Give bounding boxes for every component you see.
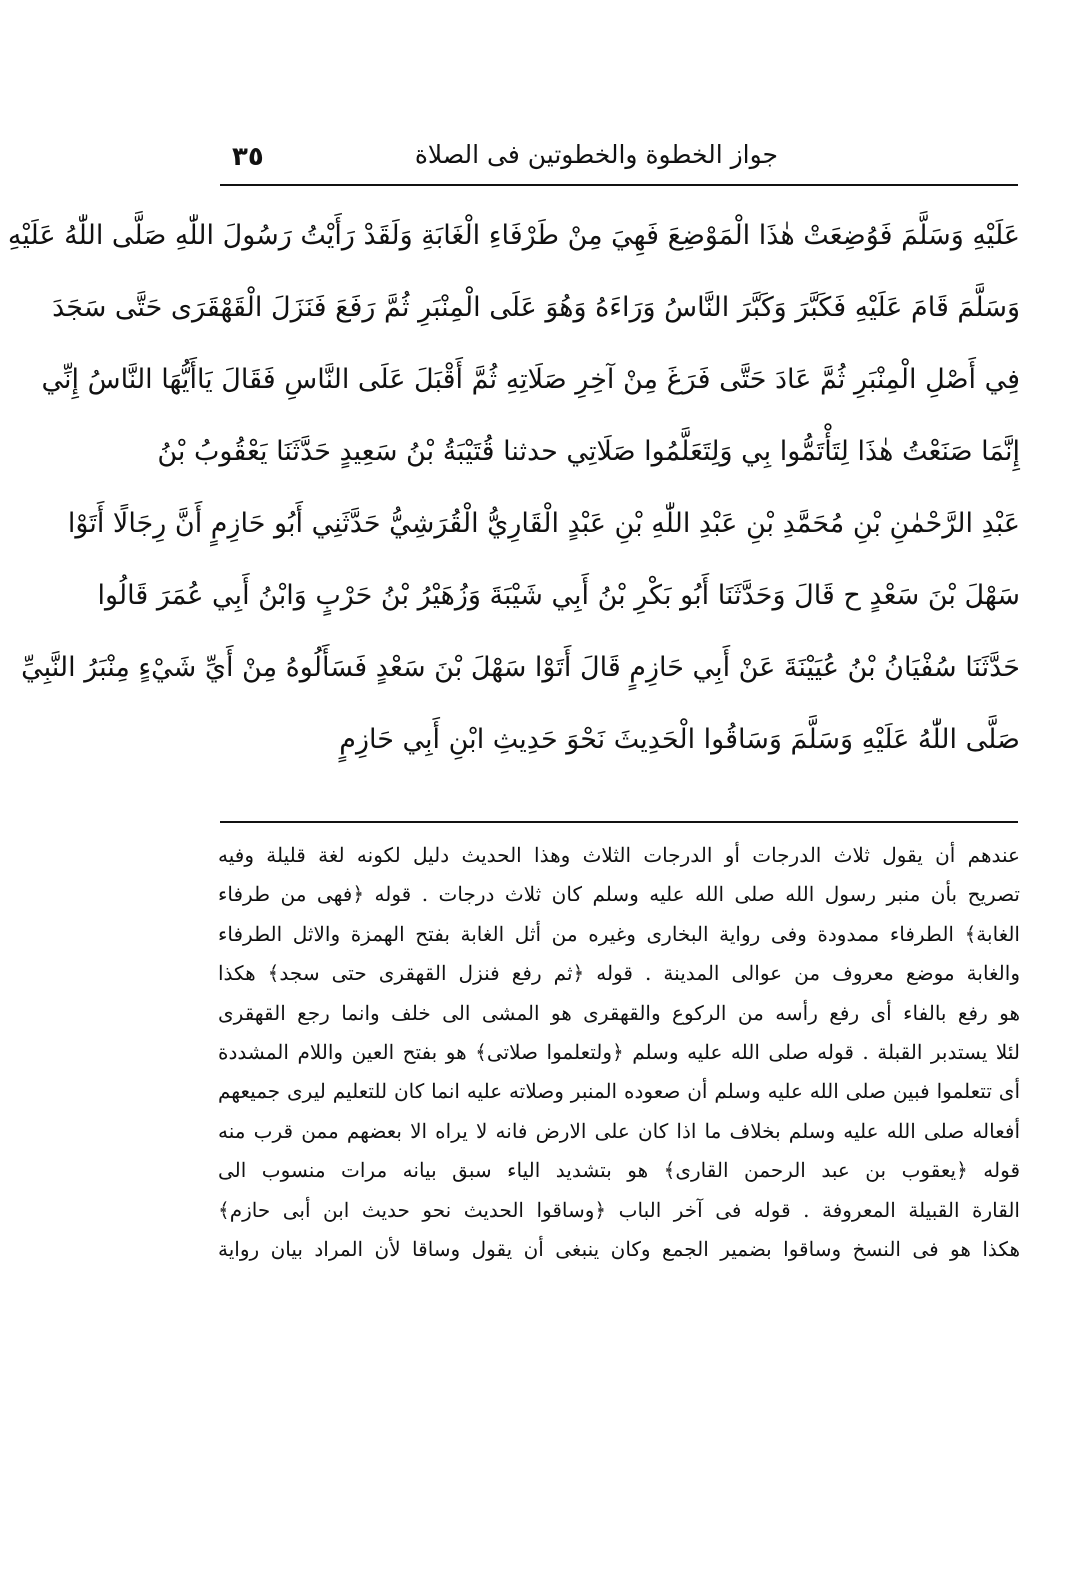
hadith-line: سَهْلَ بْنَ سَعْدٍ ح قَالَ وَحَدَّثَنَا أَبُو بَكْرِ بْنُ أَبِي شَيْبَةَ وَزُهَيْرُ بْنُ حَرْبٍ وَابْنُ أَبِي عُمَرَ قَالُوا bbox=[97, 580, 1020, 611]
running-title: جواز الخطوة والخطوتين فى الصلاة bbox=[414, 140, 778, 169]
commentary-line: هكذا هو فى النسخ وساقوا بضمير الجمع وكان ينبغى أن يقول وساقا لأن المراد بيان رواية bbox=[218, 1236, 1020, 1261]
hadith-line: عَبْدِ الرَّحْمٰنِ بْنِ مُحَمَّدِ بْنِ عَبْدِ اللّٰهِ بْنِ عَبْدٍ الْقَارِيُّ الْقُرَشِيُّ حَدَّثَنِي أَبُو حَازِمٍ أَنَّ رِجَالًا أَتَوْا bbox=[67, 508, 1020, 539]
commentary-divider bbox=[220, 821, 1018, 823]
hadith-line: فِي أَصْلِ الْمِنْبَرِ ثُمَّ عَادَ حَتَّى فَرَغَ مِنْ آخِرِ صَلَاتِهِ ثُمَّ أَقْبَلَ عَلَى النَّاسِ فَقَالَ يَاأَيُّهَا النَّاسُ إِنِّي bbox=[41, 364, 1020, 395]
commentary-line: عندهم أن يقول ثلاث الدرجات أو الدرجات الثلاث وهذا الحديث دليل لكونه لغة قليلة وفيه bbox=[218, 843, 1020, 867]
commentary-line: أى تتعلموا فبين صلى الله عليه وسلم أن صعوده المنبر وصلاته عليه انما كان للتعليم ليرى جميعهم bbox=[218, 1079, 1020, 1104]
hadith-line: عَلَيْهِ وَسَلَّمَ فَوُضِعَتْ هٰذَا الْمَوْضِعَ فَهِيَ مِنْ طَرْفَاءِ الْغَابَةِ وَلَقَدْ رَأَيْتُ رَسُولَ اللّٰهِ صَلَّى اللّٰهُ عَلَيْهِ bbox=[7, 220, 1020, 251]
hadith-line: صَلَّى اللّٰهُ عَلَيْهِ وَسَلَّمَ وَسَاقُوا الْحَدِيثَ نَحْوَ حَدِيثِ ابْنِ أَبِي حَازِمٍ bbox=[339, 724, 1020, 755]
commentary-line: والغابة موضع معروف من عوالى المدينة . قوله ﴿ثم رفع فنزل القهقرى حتى سجد﴾ هكذا bbox=[218, 961, 1020, 986]
hadith-line: حَدَّثَنَا سُفْيَانُ بْنُ عُيَيْنَةَ عَنْ أَبِي حَازِمٍ قَالَ أَتَوْا سَهْلَ بْنَ سَعْدٍ فَسَأَلُوهُ مِنْ أَيِّ شَيْءٍ مِنْبَرُ النَّبِيِّ bbox=[21, 652, 1020, 683]
hadith-line: إِنَّمَا صَنَعْتُ هٰذَا لِتَأْتَمُّوا بِي وَلِتَعَلَّمُوا صَلَاتِي حدثنا قُتَيْبَةُ بْنُ سَعِيدٍ حَدَّثَنَا يَعْقُوبُ بْنُ bbox=[157, 436, 1020, 467]
commentary-line: لئلا يستدبر القبلة . قوله صلى الله عليه وسلم ﴿ولتعلموا صلاتى﴾ هو بفتح العين واللام المشددة bbox=[218, 1039, 1020, 1064]
header-divider bbox=[220, 184, 1018, 186]
commentary-line: هو رفع بالفاء أى رفع رأسه من الركوع والقهقرى هو المشى الى خلف وانما رجع القهقرى bbox=[218, 1000, 1020, 1025]
hadith-line: وَسَلَّمَ قَامَ عَلَيْهِ فَكَبَّرَ وَكَبَّرَ النَّاسُ وَرَاءَهُ وَهُوَ عَلَى الْمِنْبَرِ ثُمَّ رَفَعَ فَنَزَلَ الْقَهْقَرَى حَتَّى سَجَدَ bbox=[52, 292, 1020, 323]
commentary-line: تصريح بأن منبر رسول الله صلى الله عليه وسلم كان ثلاث درجات . قوله ﴿فهى من طرفاء bbox=[218, 882, 1020, 907]
page-header bbox=[220, 138, 1018, 180]
commentary-line: الغابة﴾ الطرفاء ممدودة وفى رواية البخارى وغيره من أثل الغابة بفتح الهمزة والاثل الطرفاء bbox=[218, 921, 1020, 946]
commentary-line: أفعاله صلى الله عليه وسلم بخلاف ما اذا كان على الارض فانه لا يراه الا بعضهم ممن قرب منه bbox=[218, 1118, 1020, 1143]
commentary-text bbox=[218, 836, 1020, 1269]
hadith-text bbox=[7, 200, 1020, 776]
page-number: ٣٥ bbox=[232, 142, 264, 172]
commentary-line: قوله ﴿يعقوب بن عبد الرحمن القارى﴾ هو بتشديد الياء سبق بيانه مرات منسوب الى bbox=[218, 1158, 1020, 1183]
commentary-line: القارة القبيلة المعروفة . قوله فى آخر الباب ﴿وساقوا الحديث نحو حديث ابن أبى حازم﴾ bbox=[218, 1197, 1020, 1222]
